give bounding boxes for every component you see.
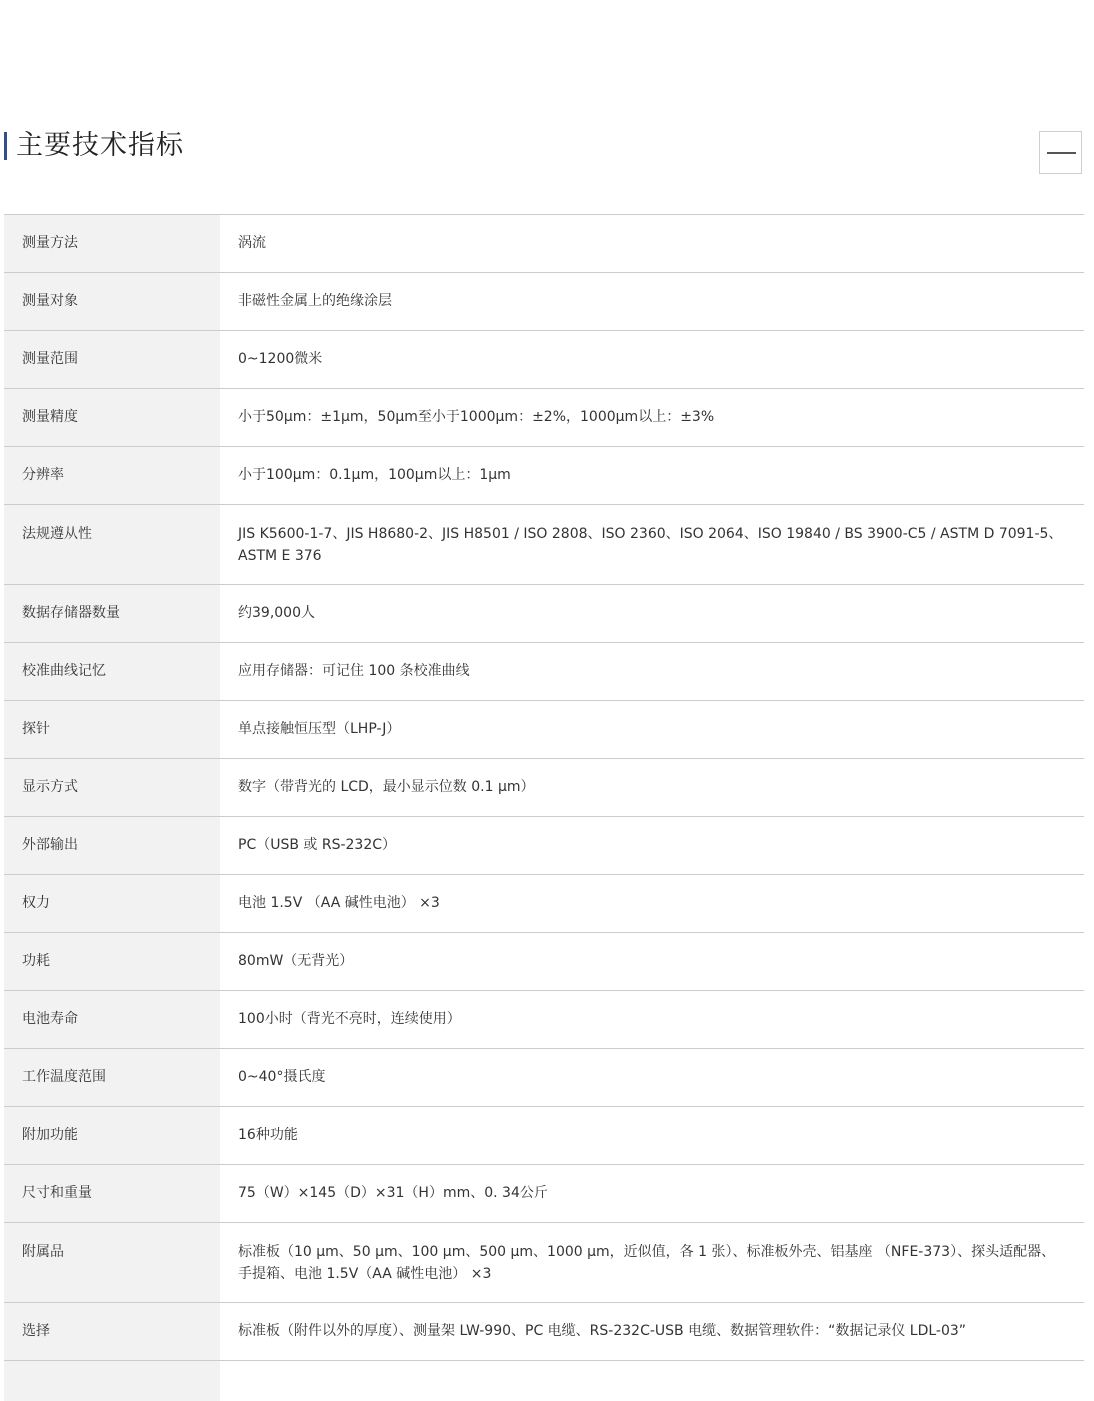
table-row — [4, 1303, 1084, 1361]
spec-value: 单点接触恒压型（LHP-J） — [220, 701, 1084, 759]
spec-label: 法规遵从性 — [4, 505, 220, 585]
spec-label: 测量精度 — [4, 389, 220, 447]
spec-value: 80mW（无背光） — [220, 933, 1084, 991]
spec-label: 权力 — [4, 875, 220, 933]
table-row — [4, 817, 1084, 875]
table-row — [4, 991, 1084, 1049]
spec-value-empty — [220, 1361, 1084, 1401]
spec-value: 电池 1.5V （AA 碱性电池） ×3 — [220, 875, 1084, 933]
spec-label: 测量方法 — [4, 215, 220, 273]
spec-label: 功耗 — [4, 933, 220, 991]
spec-value: 100小时（背光不亮时，连续使用） — [220, 991, 1084, 1049]
spec-value: JIS K5600-1-7、JIS H8680-2、JIS H8501 / ISO 2808、ISO 2360、ISO 2064、ISO 19840 / BS 3900-C5 / ASTM D 7091-5、ASTM E 376 — [220, 505, 1084, 585]
spec-table — [4, 214, 1084, 1401]
section-header — [4, 128, 1084, 176]
collapse-button[interactable] — [1039, 131, 1082, 174]
spec-label: 测量对象 — [4, 273, 220, 331]
spec-value: 16种功能 — [220, 1107, 1084, 1165]
spec-label: 测量范围 — [4, 331, 220, 389]
table-row — [4, 933, 1084, 991]
spec-value: 标准板（附件以外的厚度）、测量架 LW-990、PC 电缆、RS-232C-USB 电缆、数据管理软件：“数据记录仪 LDL-03” — [220, 1303, 1084, 1361]
spec-label: 尺寸和重量 — [4, 1165, 220, 1223]
table-row — [4, 447, 1084, 505]
table-row — [4, 1107, 1084, 1165]
spec-label-empty — [4, 1361, 220, 1401]
spec-label: 探针 — [4, 701, 220, 759]
minus-icon — [1047, 152, 1076, 154]
table-row — [4, 643, 1084, 701]
spec-label: 校准曲线记忆 — [4, 643, 220, 701]
table-row — [4, 505, 1084, 585]
table-row — [4, 331, 1084, 389]
spec-label: 选择 — [4, 1303, 220, 1361]
spec-value: 0~40°摄氏度 — [220, 1049, 1084, 1107]
spec-value: PC（USB 或 RS-232C） — [220, 817, 1084, 875]
spec-value: 约39,000人 — [220, 585, 1084, 643]
spec-value: 75（W）×145（D）×31（H）mm、0. 34公斤 — [220, 1165, 1084, 1223]
spec-value: 涡流 — [220, 215, 1084, 273]
table-row — [4, 875, 1084, 933]
spec-value: 小于50μm：±1μm，50μm至小于1000μm：±2%，1000μm以上：±3% — [220, 389, 1084, 447]
spec-label: 附属品 — [4, 1223, 220, 1303]
spec-label: 数据存储器数量 — [4, 585, 220, 643]
spec-value: 0~1200微米 — [220, 331, 1084, 389]
spec-value: 非磁性金属上的绝缘涂层 — [220, 273, 1084, 331]
table-row — [4, 585, 1084, 643]
spec-value: 数字（带背光的 LCD，最小显示位数 0.1 μm） — [220, 759, 1084, 817]
table-row — [4, 273, 1084, 331]
spec-label: 附加功能 — [4, 1107, 220, 1165]
table-row — [4, 1361, 1084, 1401]
table-row — [4, 1049, 1084, 1107]
table-row — [4, 759, 1084, 817]
section-title: 主要技术指标 — [16, 128, 184, 164]
spec-value: 标准板（10 μm、50 μm、100 μm、500 μm、1000 μm，近似值，各 1 张）、标准板外壳、铝基座 （NFE-373）、探头适配器、手提箱、电池 1.5V（AA 碱性电池） ×3 — [220, 1223, 1084, 1303]
table-row — [4, 1165, 1084, 1223]
table-row — [4, 701, 1084, 759]
spec-label: 电池寿命 — [4, 991, 220, 1049]
spec-label: 外部输出 — [4, 817, 220, 875]
spec-label: 显示方式 — [4, 759, 220, 817]
table-row — [4, 1223, 1084, 1303]
title-accent-bar — [4, 132, 7, 160]
spec-value: 应用存储器：可记住 100 条校准曲线 — [220, 643, 1084, 701]
table-row — [4, 389, 1084, 447]
table-row — [4, 215, 1084, 273]
spec-label: 分辨率 — [4, 447, 220, 505]
spec-value: 小于100μm：0.1μm，100μm以上：1μm — [220, 447, 1084, 505]
spec-label: 工作温度范围 — [4, 1049, 220, 1107]
